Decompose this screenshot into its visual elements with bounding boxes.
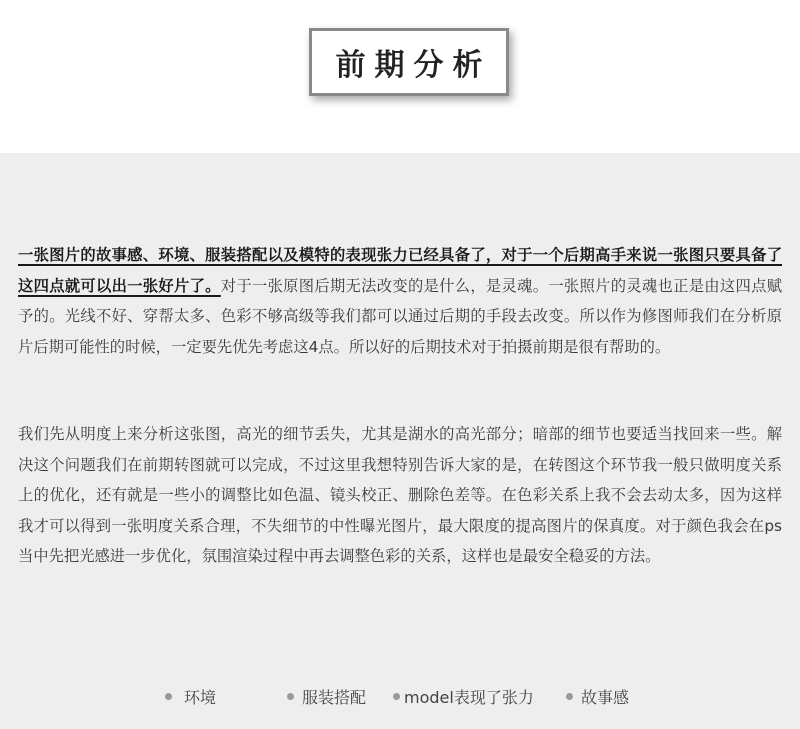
tag-model-tension (393, 685, 534, 708)
tag-label: 环境 (184, 688, 217, 707)
paragraph-intro-body: 对于一张原图后期无法改变的是什么，是灵魂。一张照片的灵魂也正是由这四点赋予的。光线不好、穿帮太多、色彩不够高级等我们都可以通过后期的手段去改变。所以作为修图师我们在分析原片后期可能性的时候，一定要先优先考虑这4点。所以好的后期技术对于拍摄前期是很有帮助的。 (18, 276, 782, 356)
bullet-icon (165, 693, 172, 700)
tag-environment (165, 685, 216, 708)
bullet-icon (566, 693, 573, 700)
bullet-icon (287, 693, 294, 700)
paragraph-intro (18, 240, 782, 362)
page-title: 前期分析 (335, 48, 492, 83)
tag-costume (287, 685, 366, 708)
content-section (0, 153, 800, 729)
title-box (309, 28, 509, 96)
emphasized-text: 一张图片的故事感、环境、服装搭配以及模特的表现张力已经具备了，对于一个后期高手来说一张图只要具备了这四点就可以出一张好片了。 (18, 246, 782, 295)
bullet-icon (393, 693, 400, 700)
tag-label: model表现了张力 (404, 688, 534, 707)
header-section (0, 0, 800, 153)
tag-label: 服装搭配 (302, 688, 367, 707)
tag-story (566, 685, 629, 708)
tag-label: 故事感 (581, 688, 630, 707)
paragraph-analysis: 我们先从明度上来分析这张图，高光的细节丢失，尤其是湖水的高光部分；暗部的细节也要适当找回来一些。解决这个问题我们在前期转图就可以完成，不过这里我想特别告诉大家的是，在转图这个环节我一般只做明度关系上的优化，还有就是一些小的调整比如色温、镜头校正、删除色差等。在色彩关系上我不会去动太多，因为这样我才可以得到一张明度关系合理，不失细节的中性曝光图片，最大限度的提高图片的保真度。对于颜色我会在ps当中先把光感进一步优化，氛围渲染过程中再去调整色彩的关系，这样也是最安全稳妥的方法。 (18, 425, 782, 566)
